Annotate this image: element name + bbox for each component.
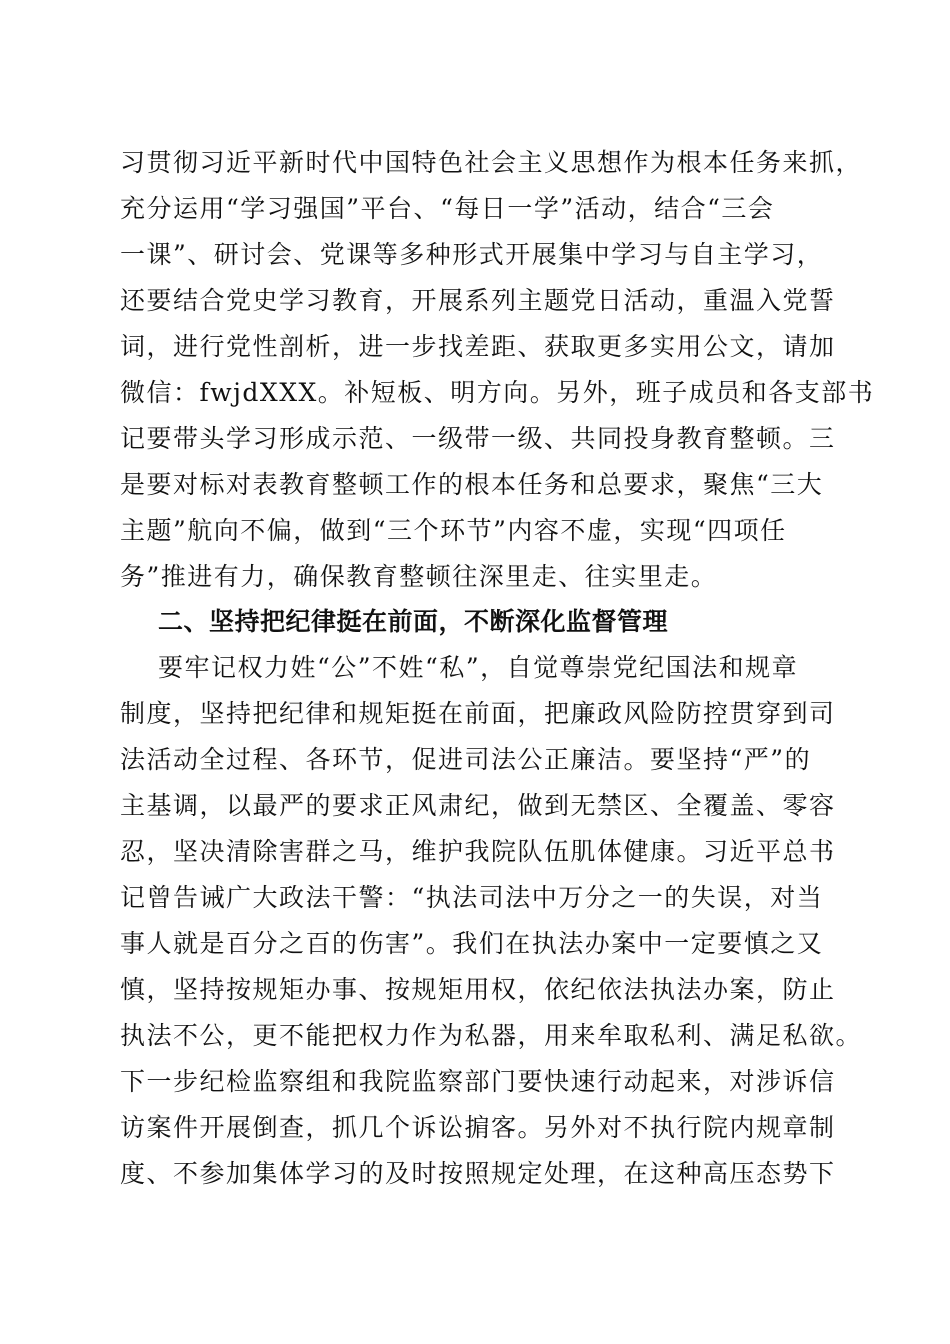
paragraph1-line-7: 记要带头学习形成示范、一级带一级、共同投身教育整顿。三 xyxy=(120,424,836,453)
paragraph2-line-2: 制度，坚持把纪律和规矩挺在前面，把廉政风险防控贯穿到司 xyxy=(120,699,836,728)
section-heading-2: 二、坚持把纪律挺在前面，不断深化监督管理 xyxy=(158,607,669,636)
paragraph1-line-4: 还要结合党史学习教育，开展系列主题党日活动，重温入党誓 xyxy=(120,286,836,315)
paragraph2-line-3: 法活动全过程、各环节，促进司法公正廉洁。要坚持“严”的 xyxy=(120,745,812,774)
paragraph2-line-7: 事人就是百分之百的伤害”。我们在执法办案中一定要慎之又 xyxy=(120,929,824,958)
paragraph2-line-11: 访案件开展倒查，抓几个诉讼掮客。另外对不执行院内规章制 xyxy=(120,1113,836,1142)
paragraph2-line-12: 度、不参加集体学习的及时按照规定处理，在这种高压态势下 xyxy=(120,1159,836,1188)
paragraph2-line-1: 要牢记权力姓“公”不姓“私”，自觉尊崇党纪国法和规章 xyxy=(158,653,799,682)
paragraph1-line-2: 充分运用“学习强国”平台、“每日一学”活动，结合“三会 xyxy=(120,194,775,223)
paragraph2-line-10: 下一步纪检监察组和我院监察部门要快速行动起来，对涉诉信 xyxy=(120,1067,836,1096)
paragraph2-line-5: 忍，坚决清除害群之马，维护我院队伍肌体健康。习近平总书 xyxy=(120,837,836,866)
paragraph1-line-5: 词，进行党性剖析，进一步找差距、获取更多实用公文，请加 xyxy=(120,332,836,361)
paragraph1-line-8: 是要对标对表教育整顿工作的根本任务和总要求，聚焦“三大 xyxy=(120,470,824,499)
paragraph1-line-10: 务”推进有力，确保教育整顿往深里走、往实里走。 xyxy=(120,562,718,591)
paragraph2-line-9: 执法不公，更不能把权力作为私器，用来牟取私利、满足私欲。 xyxy=(120,1021,863,1050)
paragraph2-line-6: 记曾告诫广大政法干警：“执法司法中万分之一的失误，对当 xyxy=(120,883,824,912)
paragraph1-line-6: 微信：fwjdXXX。补短板、明方向。另外，班子成员和各支部书 xyxy=(120,378,875,407)
paragraph1-line-3: 一课”、研讨会、党课等多种形式开展集中学习与自主学习， xyxy=(120,240,824,269)
paragraph1-line-9: 主题”航向不偏，做到“三个环节”内容不虚，实现“四项任 xyxy=(120,516,787,545)
paragraph2-line-4: 主基调，以最严的要求正风肃纪，做到无禁区、全覆盖、零容 xyxy=(120,791,836,820)
paragraph2-line-8: 慎，坚持按规矩办事、按规矩用权，依纪依法执法办案，防止 xyxy=(120,975,836,1004)
paragraph1-line-1: 习贯彻习近平新时代中国特色社会主义思想作为根本任务来抓， xyxy=(120,148,863,177)
